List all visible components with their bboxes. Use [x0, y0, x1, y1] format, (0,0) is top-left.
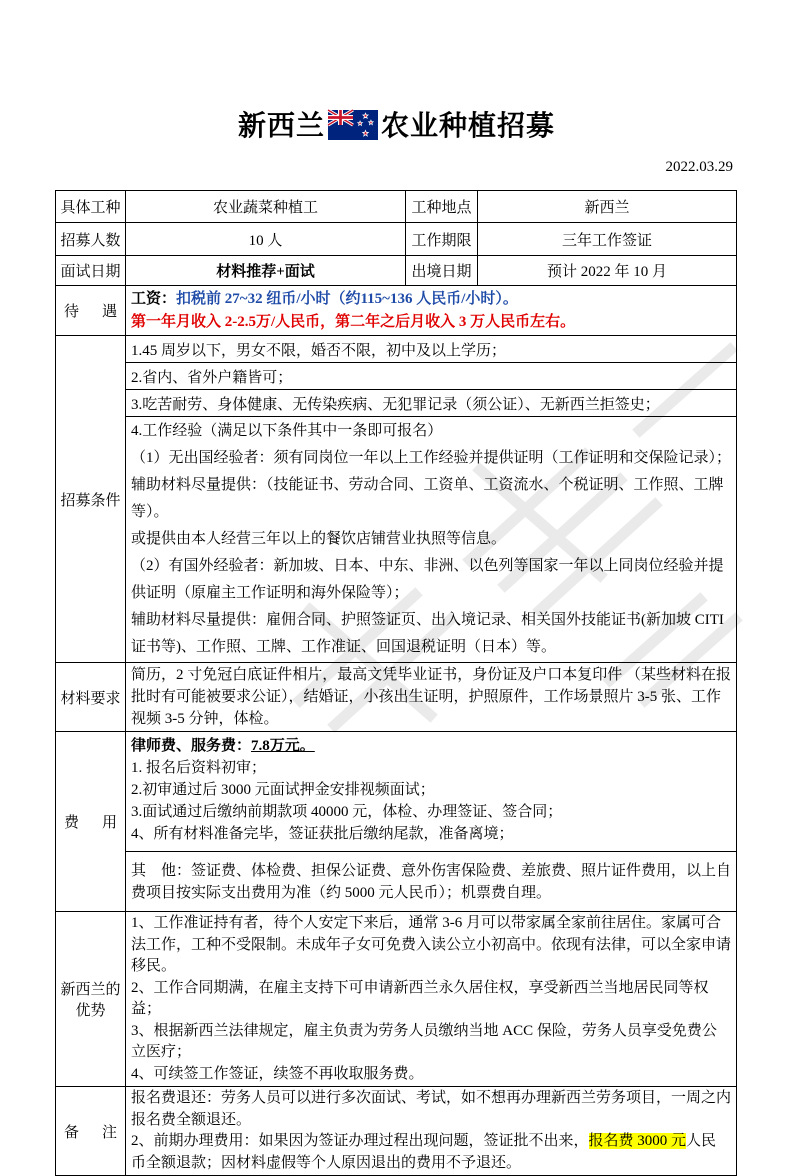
cell-headcount-label: 招募人数 — [56, 223, 126, 256]
requirement-4-line: （2）有国外经验者：新加坡、日本、中东、非洲、以色列等国家一年以上同岗位经验并提供证明（原雇主工作证明和海外保险等）； — [131, 558, 724, 601]
salary-line — [131, 288, 731, 311]
cell-fees-other: 其 他：签证费、体检费、担保公证费、意外伤害保险费、差旅费、照片证件费用，以上自费项目按实际支出费用为准（约 5000 元人民币）；机票费自理。 — [126, 852, 737, 912]
document-date: 2022.03.29 — [665, 159, 733, 175]
cell-notes-value — [126, 1087, 737, 1176]
cell-headcount-value: 10 人 — [126, 223, 406, 256]
cell-fees-label: 费用 — [56, 732, 126, 912]
recruitment-table — [55, 190, 737, 1176]
cell-interview-date-value: 材料推荐+面试 — [126, 256, 406, 286]
cell-job-type-value: 农业蔬菜种植工 — [126, 191, 406, 223]
cell-requirements-label: 招募条件 — [56, 336, 126, 663]
cell-advantages-label: 新西兰的优势 — [56, 912, 126, 1087]
service-fee-value: 7.8万元。 — [251, 738, 315, 754]
cell-interview-date-label: 面试日期 — [56, 256, 126, 286]
cell-location-label: 工种地点 — [406, 191, 478, 223]
new-zealand-flag-icon — [327, 110, 379, 153]
fee-step: 3.面试通过后缴纳前期款项 40000 元，体检、办理签证、签合同； — [131, 804, 563, 820]
cell-notes-label: 备注 — [56, 1087, 126, 1176]
salary-value: 扣税前 27~32 纽币/小时（约115~136 人民币/小时）。 — [176, 290, 518, 307]
requirement-4-line: 4.工作经验（满足以下条件其中一条即可报名） — [131, 423, 443, 439]
cell-fees-steps — [126, 732, 737, 852]
fee-step: 2.初审通过后 3000 元面试押金安排视频面试； — [131, 782, 435, 798]
advantage-item: 4、可续签工作签证，续签不再收取服务费。 — [131, 1065, 424, 1082]
requirement-4-line: （1）无出国经验者：须有同岗位一年以上工作经验并提供证明（工作证明和交保险记录）； — [131, 450, 732, 466]
cell-departure-label: 出境日期 — [406, 256, 478, 286]
title-prefix: 新西兰 — [237, 111, 325, 142]
note-paragraph-2 — [131, 1131, 731, 1174]
note-2-highlight: 报名费 3000 元 — [588, 1133, 687, 1149]
advantage-item: 3、根据新西兰法律规定，雇主负责为劳务人员缴纳当地 ACC 保险，劳务人员享受免费公立医疗； — [131, 1022, 717, 1060]
cell-materials-label: 材料要求 — [56, 663, 126, 732]
requirement-item-1: 1.45 周岁以下，男女不限，婚否不限，初中及以上学历； — [126, 336, 737, 363]
note-2-prefix: 2、前期办理费用：如果因为签证办理过程出现问题，签证批不出来， — [131, 1133, 589, 1149]
requirement-4-line: 或提供由本人经营三年以上的餐饮店铺营业执照等信息。 — [131, 531, 507, 547]
service-fee-line — [131, 735, 731, 757]
cell-location-value: 新西兰 — [478, 191, 737, 223]
cell-duration-value: 三年工作签证 — [478, 223, 737, 256]
advantage-item: 1、工作准证持有者，待个人安定下来后，通常 3-6 月可以带家属全家前往居住。家属可合法工作，工种不受限制。未成年子女可免费入读公立小初高中。依现有法律，可以全家申请移民。 — [131, 915, 732, 974]
cell-departure-value: 预计 2022 年 10 月 — [478, 256, 737, 286]
advantage-item: 2、工作合同期满，在雇主支持下可申请新西兰永久居住权，享受新西兰当地居民同等权益； — [131, 979, 709, 1017]
cell-advantages-value — [126, 912, 737, 1087]
fee-step: 1. 报名后资料初审； — [131, 760, 267, 776]
cell-duration-label: 工作期限 — [406, 223, 478, 256]
cell-treatment-label: 待遇 — [56, 286, 126, 336]
income-note: 第一年月收入 2-2.5万/人民币，第二年之后月收入 3 万人民币左右。 — [131, 313, 576, 330]
requirement-item-2: 2.省内、省外户籍皆可； — [126, 363, 737, 390]
title-suffix: 农业种植招募 — [381, 111, 556, 142]
requirement-4-line: 辅助材料尽量提供：（技能证书、劳动合同、工资单、工资流水、个税证明、工作照、工牌等）。 — [131, 477, 724, 520]
requirement-item-4 — [126, 417, 737, 663]
fee-step: 4、所有材料准备完毕，签证获批后缴纳尾款，准备离境； — [131, 826, 514, 842]
requirement-item-3: 3.吃苦耐劳、身体健康、无传染疾病、无犯罪记录（须公证）、无新西兰拒签史； — [126, 390, 737, 417]
cell-job-type-label: 具体工种 — [56, 191, 126, 223]
service-fee-label: 律师费、服务费： — [131, 738, 252, 754]
note-paragraph-1: 报名费退还：劳务人员可以进行多次面试、考试，如不想再办理新西兰劳务项目，一周之内报名费全额退还。 — [131, 1090, 732, 1128]
note-2-suffix: 人民币全额退款；因材料虚假等个人原因退出的费用不予退还。 — [131, 1133, 717, 1171]
requirement-4-line: 辅助材料尽量提供：雇佣合同、护照签证页、出入境记录、相关国外技能证书(新加坡 CITI 证书等)、工作照、工牌、工作准证、回国退税证明（日本）等。 — [131, 612, 724, 655]
cell-materials-value: 简历，2 寸免冠白底证件相片，最高文凭毕业证书，身份证及户口本复印件 （某些材料在报批时有可能被要求公证），结婚证，小孩出生证明，护照原件，工作场景照片 3-5 张、工作视频 3-5 分钟，体检。 — [126, 663, 737, 732]
salary-label: 工资： — [131, 290, 177, 307]
cell-treatment-value — [126, 286, 737, 336]
page-title — [0, 106, 793, 153]
